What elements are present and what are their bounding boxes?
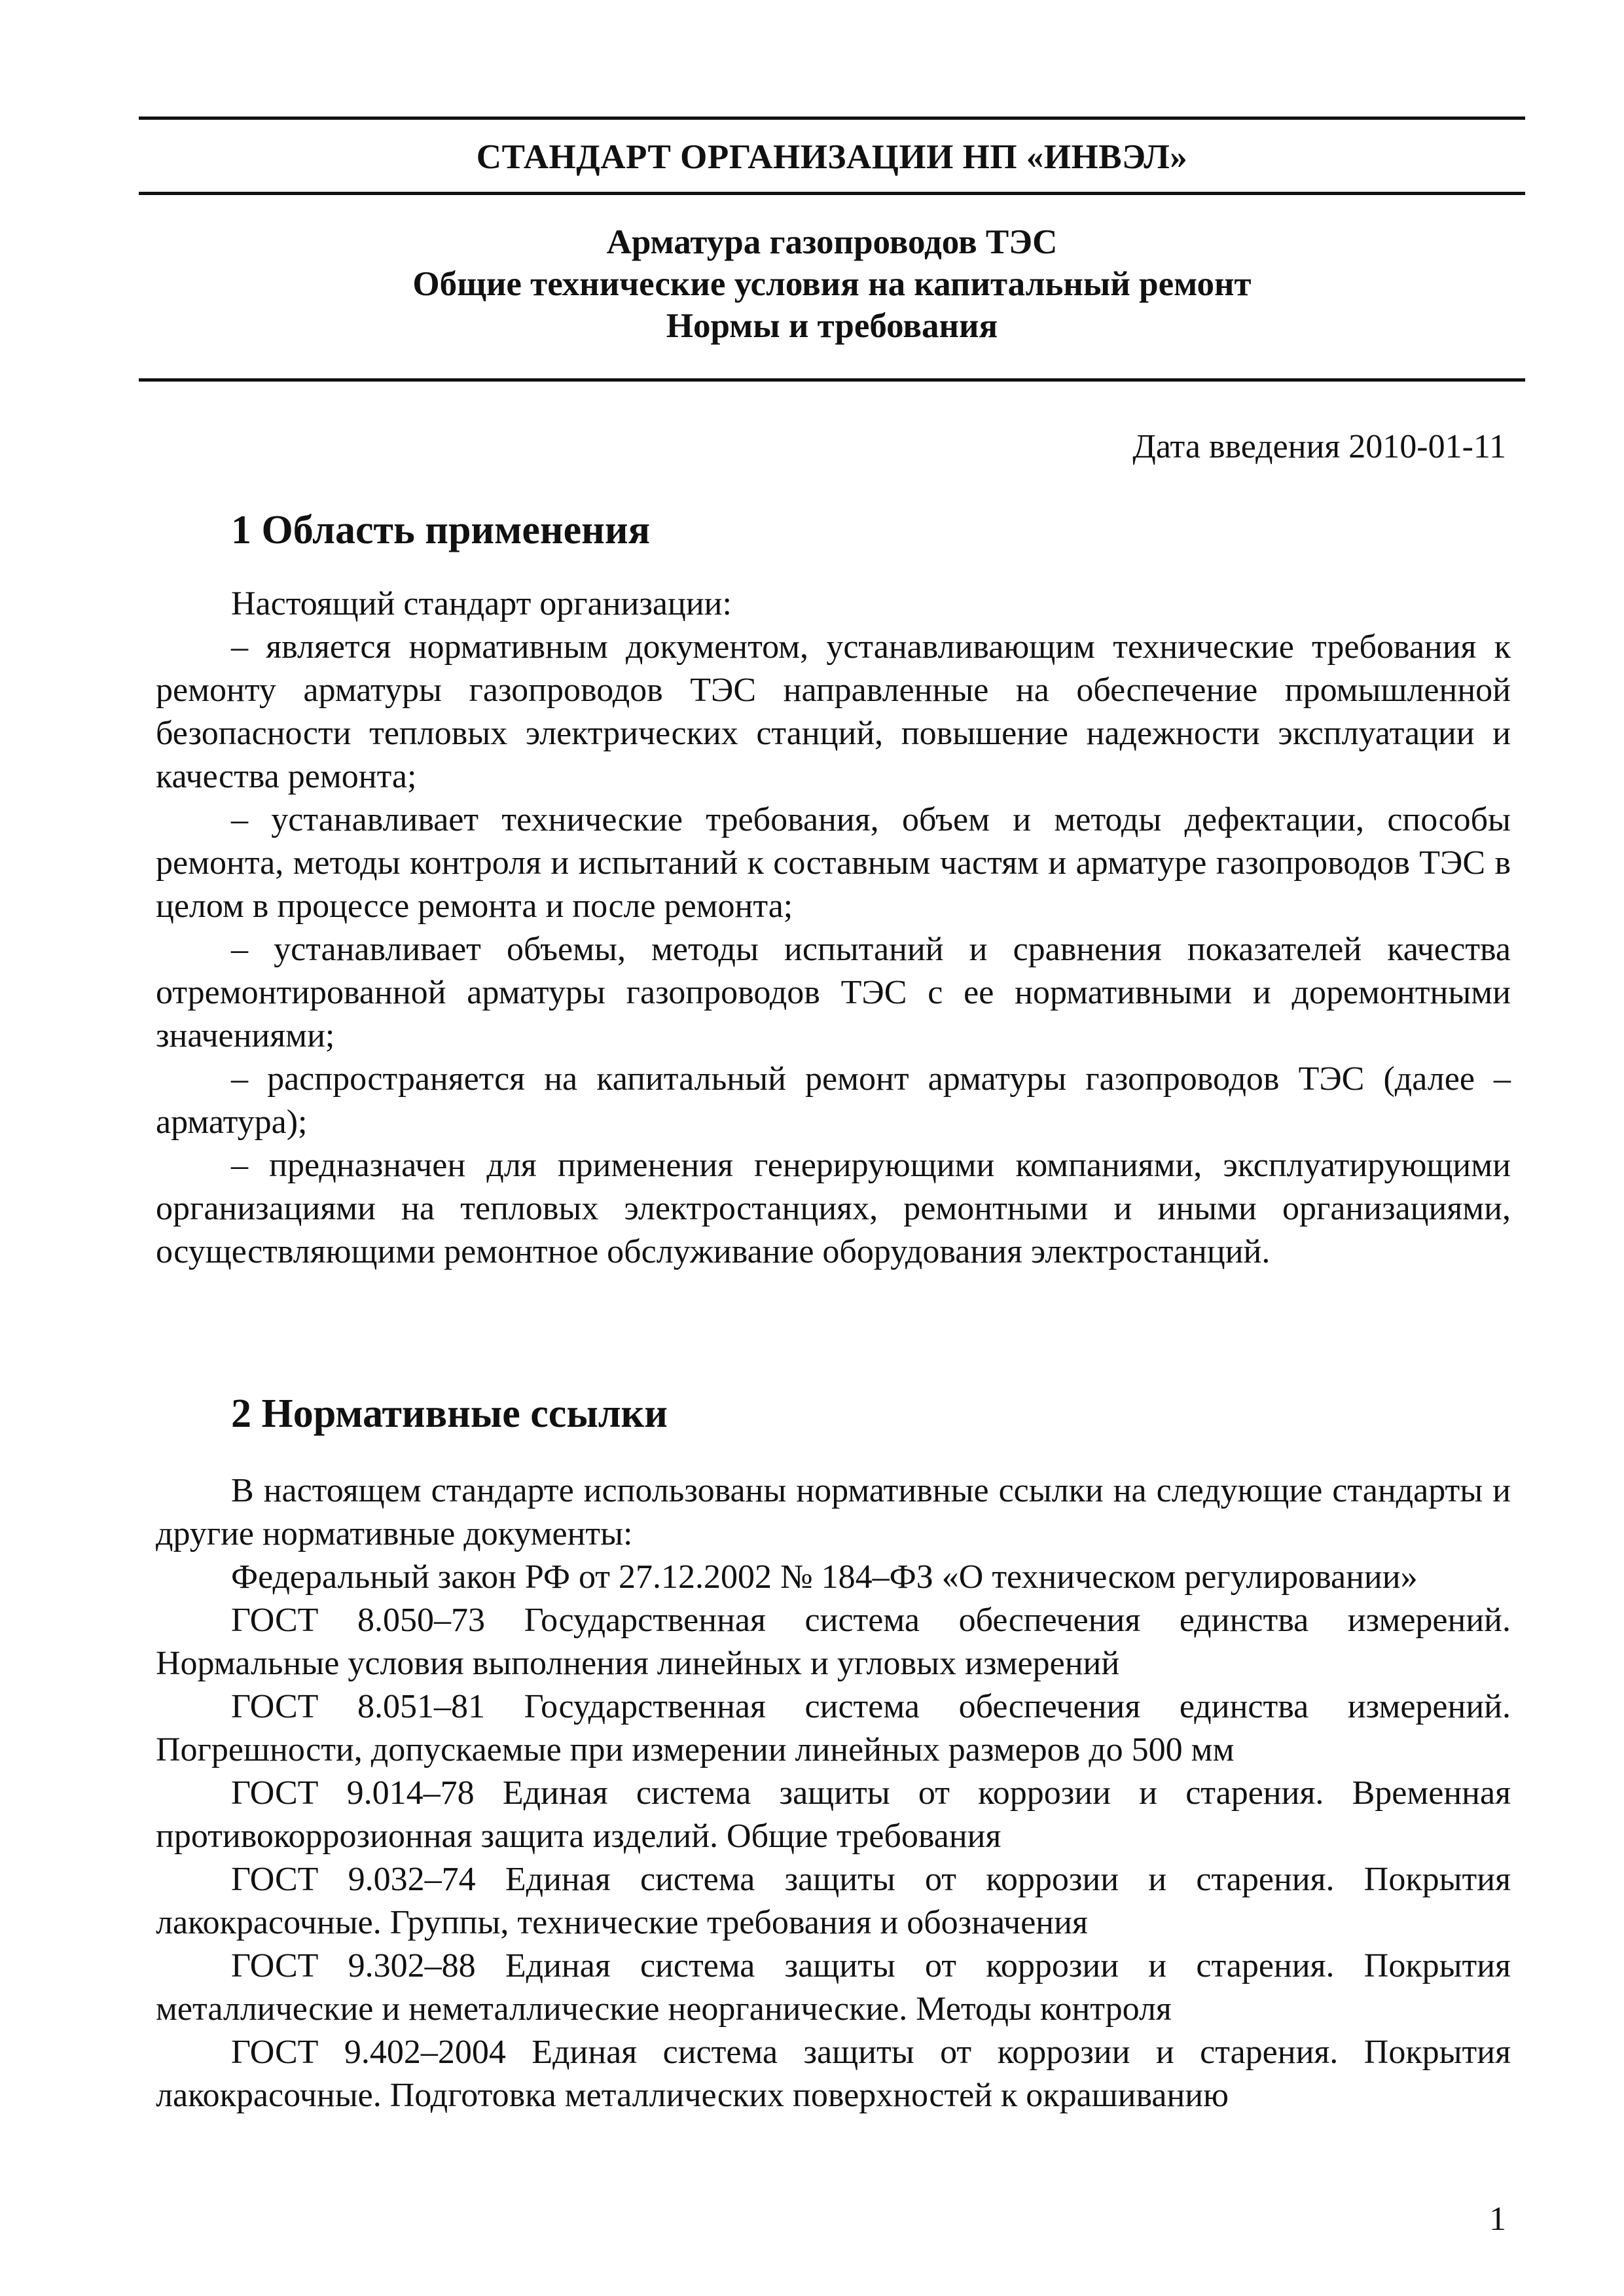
section-2-paragraph: ГОСТ 9.014–78 Единая система защиты от коррозии и старения. Временная противокоррозионная защита изделий. Общие требования bbox=[156, 1774, 1511, 1855]
introduction-date: Дата введения 2010-01-11 bbox=[1132, 428, 1506, 465]
section-1-body bbox=[156, 583, 1511, 1274]
section-2-paragraph: ГОСТ 9.302–88 Единая система защиты от коррозии и старения. Покрытия металлические и неметаллические неорганические. Методы контроля bbox=[156, 1947, 1511, 2028]
section-1-paragraph: – распространяется на капитальный ремонт арматуры газопроводов ТЭС (далее – арматура); bbox=[156, 1060, 1511, 1141]
top-rule bbox=[139, 117, 1525, 120]
organization-standard-title: СТАНДАРТ ОРГАНИЗАЦИИ НП «ИНВЭЛ» bbox=[476, 138, 1188, 176]
section-2-paragraph: ГОСТ 9.402–2004 Единая система защиты от коррозии и старения. Покрытия лакокрасочные. Подготовка металлических поверхностей к окрашиванию bbox=[156, 2034, 1511, 2114]
section-2-paragraph: ГОСТ 8.051–81 Государственная система обеспечения единства измерений. Погрешности, допускаемые при измерении линейных размеров до 500 мм bbox=[156, 1688, 1511, 1768]
bottom-title-rule bbox=[139, 378, 1525, 382]
section-2-paragraph: Федеральный закон РФ от 27.12.2002 № 184–ФЗ «О техническом регулировании» bbox=[231, 1558, 1418, 1596]
document-title-line-1: Арматура газопроводов ТЭС bbox=[606, 223, 1058, 261]
section-2-paragraph: ГОСТ 8.050–73 Государственная система обеспечения единства измерений. Нормальные условия выполнения линейных и угловых измерений bbox=[156, 1602, 1511, 1682]
section-2-paragraph: ГОСТ 9.032–74 Единая система защиты от коррозии и старения. Покрытия лакокрасочные. Группы, технические требования и обозначения bbox=[156, 1861, 1511, 1941]
section-2-heading: 2 Нормативные ссылки bbox=[231, 1391, 668, 1436]
page-number: 1 bbox=[1489, 2200, 1506, 2238]
section-1-paragraph: – является нормативным документом, устанавливающим технические требования к ремонту арматуры газопроводов ТЭС направленные на обеспечение промышленной безопасности тепловых электрических станций, повышение надежности эксплуатации и качества ремонта; bbox=[156, 628, 1511, 795]
document-title-line-3: Нормы и требования bbox=[666, 307, 998, 345]
document-title-line-2: Общие технические условия на капитальный ремонт bbox=[412, 265, 1252, 303]
title-divider-rule bbox=[139, 192, 1525, 195]
section-2-paragraph: В настоящем стандарте использованы нормативные ссылки на следующие стандарты и другие нормативные документы: bbox=[156, 1472, 1511, 1552]
section-2-body bbox=[156, 1469, 1511, 2117]
section-1-paragraph: – устанавливает технические требования, объем и методы дефектации, способы ремонта, методы контроля и испытаний к составным частям и арматуре газопроводов ТЭС в целом в процессе ремонта и после ремонта; bbox=[156, 801, 1511, 925]
section-1-paragraph: – предназначен для применения генерирующими компаниями, эксплуатирующими организациями на тепловых электростанциях, ремонтными и иными организациями, осуществляющими ремонтное обслуживание оборудования электростанций. bbox=[156, 1147, 1511, 1270]
section-1-paragraph: Настоящий стандарт организации: bbox=[231, 585, 732, 622]
section-1-paragraph: – устанавливает объемы, методы испытаний и сравнения показателей качества отремонтированной арматуры газопроводов ТЭС с ее нормативными и доремонтными значениями; bbox=[156, 931, 1511, 1054]
section-1-heading: 1 Область применения bbox=[231, 508, 651, 552]
document-title bbox=[139, 221, 1525, 347]
